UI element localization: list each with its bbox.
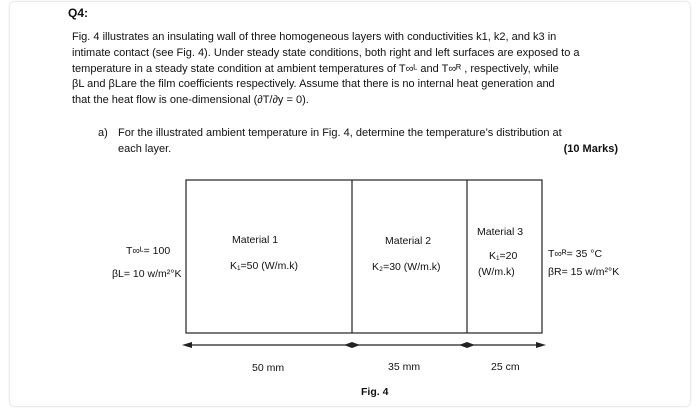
layer-3-k-line2: (W/m.k) (478, 266, 515, 278)
part-a-line-1: For the illustrated ambient temperature in Fig. 4, determine the temperature’s distribution at (118, 127, 562, 139)
right-film-coefficient: βR= 15 w/m²°K (548, 266, 620, 278)
arrow-right (536, 342, 546, 348)
question-label: Q4: (68, 6, 89, 20)
part-a-line-2: each layer. (118, 142, 172, 155)
arrow-left (182, 342, 192, 348)
arrow-mid1-right (352, 342, 360, 348)
arrow-mid2-left (459, 342, 467, 348)
intro-line-2: intimate contact (see Fig. 4). Under steady state conditions, both right and left surfaces are exposed to a (72, 46, 580, 59)
layer-3-thickness: 25 cm (491, 361, 520, 373)
arrow-mid2-right (467, 342, 475, 348)
layer-2-name: Material 2 (385, 235, 432, 247)
layer-2-thickness: 35 mm (388, 361, 421, 373)
layer-1-thickness: 50 mm (252, 362, 285, 374)
part-a-label: a) (98, 127, 108, 139)
left-film-coefficient: βL= 10 w/m²°K (112, 268, 182, 280)
intro-line-1: Fig. 4 illustrates an insulating wall of three homogeneous layers with conductivities k1, k2, and k3 in (72, 31, 557, 43)
intro-line-3: temperature in a steady state condition at ambient temperatures of T∞ᴸ and T∞ᴿ , respectively, while (72, 62, 559, 75)
right-ambient-temp: T∞ᴿ= 35 °C (548, 248, 603, 260)
intro-line-4: βL and βLare the film coefficients respectively. Assume that there is no internal heat generation and (72, 78, 555, 91)
layer-1-name: Material 1 (232, 234, 279, 246)
arrow-mid1-left (344, 342, 352, 348)
layer-3-name: Material 3 (477, 226, 524, 238)
layer-2-k: K₂=30 (W/m.k) (372, 261, 441, 273)
left-ambient-temp: T∞ᴸ= 100 (126, 245, 171, 257)
layer-1-k: K₁=50 (W/m.k) (230, 260, 299, 272)
figure-caption: Fig. 4 (361, 386, 389, 398)
marks-label: (10 Marks) (563, 142, 618, 155)
layer-3-k-line1: K₁=20 (489, 250, 518, 262)
intro-line-5: that the heat flow is one-dimensional (∂T/∂y = 0). (72, 94, 309, 107)
